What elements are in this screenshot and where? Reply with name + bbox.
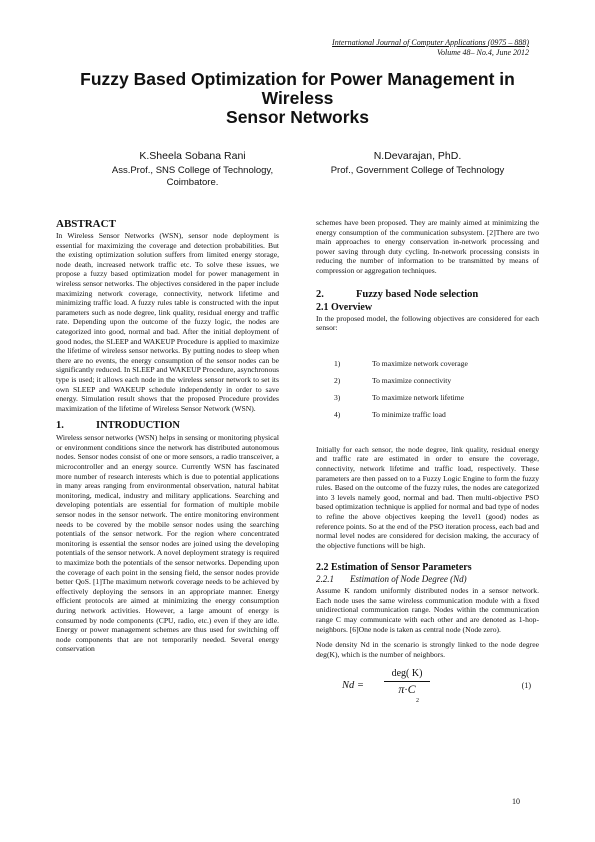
author-affiliation: Ass.Prof., SNS College of Technology, [111,165,274,176]
list-item [316,376,539,393]
list-item [316,359,539,376]
title-line-3: Sensor Networks [226,107,369,127]
overview-intro-text: In the proposed model, the following objectives are considered for each sensor: [316,313,539,333]
abstract-heading: ABSTRACT [56,218,116,230]
title-line-1: Fuzzy Based Optimization for Power Management in [80,69,515,89]
section-title: Fuzzy based Node selection [356,288,479,300]
subsubsection-heading-node-degree [316,574,539,585]
section-number: 1. [56,420,64,432]
list-item [316,393,539,410]
equation-number: (1) [521,681,531,691]
subsubsection-number: 2.2.1 [316,574,334,585]
author-2 [305,150,530,177]
title-line-2: Wireless [261,88,334,108]
paper-title [40,70,555,127]
right-column [316,218,539,717]
list-item-number: 4) [334,409,341,419]
section-title: INTRODUCTION [96,420,181,432]
journal-header [332,38,529,58]
list-item-text: To maximize network lifetime [372,392,465,402]
introduction-text: Wireless sensor networks (WSN) helps in sensing or monitoring physical or environment conditions since the network has distributed autonomous nodes. Sensor nodes consist of one or more sensors, a radio transceiver, a microcontroller and an energy source. Currently WSN has fascinated more number of research interests which is due to potential applications in many areas ranging from environmental observation, natural habitat monitoring, medical, industry and military applications. Searching and developing potentials are essential for formation of multiple mobile sensor nodes in the sensor network. The entire monitoring environment needs to be covered by the mobile sensor nodes using the searching potentials of the sensor network. For the region where concentrated monitoring is essential the sensor nodes are joined using the developing potentials of the sensor network. A novel deployment strategy is required to maximize both the potentials of the sensor networks. Depending upon the coverage of each point in the sensing field, the sensor nodes provide better QoS. [1]The maximum network coverage needs to be achieved by effectively deploying the sensors in an appropriate manner. Energy efficient protocols are aimed at minimizing the energy consumption during network activities. However, a large amount of energy is consumed by node components (CPU, radio, etc.) even if they are idle. Energy or power management schemes are thus used for switching off node components that are not temporarily needed. Several energy conservation [56,433,279,654]
section-number: 2. [316,288,324,300]
author-affiliation: Prof., Government College of Technology [330,165,505,176]
author-affiliation-city: Coimbatore. [166,177,219,188]
author-name: N.Devarajan, PhD. [373,150,462,162]
journal-name: International Journal of Computer Applications (0975 – 888) [332,38,529,47]
subsection-heading-overview: 2.1 Overview [316,301,373,313]
list-item-number: 2) [334,375,341,385]
equation-numerator: deg( K) [384,669,430,682]
page-number: 10 [512,797,520,806]
left-column [56,218,279,654]
equation-exponent: 2 [416,698,419,705]
list-item [316,410,539,427]
equation-denominator: π·C [398,682,416,697]
list-item-text: To maximize network coverage [372,358,468,368]
author-1 [80,150,305,189]
equation-pi: π [398,682,405,697]
introduction-continued-text: schemes have been proposed. They are mainly aimed at minimizing the energy consumption of the communication subsystem. [2]There are two main approaches to energy conservation in-network processing and power saving through duty cycling. In-network processing consists in reducing the number of information to be transmitted by means of compression or aggregation techniques. [316,218,539,275]
objectives-list [316,359,539,427]
subsubsection-title: Estimation of Node Degree (Nd) [350,574,467,585]
equation-1 [316,667,539,717]
author-name: K.Sheela Sobana Rani [139,150,246,162]
abstract-text: In Wireless Sensor Networks (WSN), sensor node deployment is essential for maximizing the coverage and detection probabilities. But the existing optimization solution suffers from limited energy storage, node death, increased network traffic etc. To solve these issues, we propose a fuzzy based optimization model for power management in wireless sensor networks. The objectives considered in the paper include maximizing network coverage, connectivity, network lifetime and minimizing traffic load. A fuzzy rules table is constructed with the input parameters such as node degree, link quality, residual energy and traffic rate. Depending upon the outcome of the fuzzy logic, the nodes are categorized into good, normal and bad. After the initial deployment of good nodes, the SLEEP and WAKEUP Procedure is applied to maximize the lifetime of wireless sensor networks. By putting nodes to sleep when there are no events, the energy consumption of the sensor nodes can be significantly reduced. In SLEEP and WAKEUP Procedure, asynchronous type is used; it allows each node in the wireless sensor network to set its own SLEEP and WAKEUP schedule independently in order to save energy. Simulation result shows that the proposed Procedure provides maximization of the lifetime of Wireless Sensor Network (WSN). [56,231,279,413]
list-item-number: 3) [334,392,341,402]
section-heading-fuzzy [316,288,539,301]
node-degree-paragraph-1: Assume K random uniformly distributed nodes in a sensor network. Each node uses the same wireless communication module with a fixed unidirectional communication range. Nodes within the communication range C may communicate with each other and are denoted as 1-hop-neighbors. [6]One node is taken as central node (Node zero). [316,586,539,634]
list-item-text: To maximize connectivity [372,375,452,385]
subsection-heading-estimation: 2.2 Estimation of Sensor Parameters [316,562,472,574]
list-item-number: 1) [334,358,341,368]
node-degree-paragraph-2: Node density Nd in the scenario is strongly linked to the node degree deg(K), which is the number of neighbors. [316,640,539,659]
equation-lhs: Nd = [342,680,364,692]
section-heading-introduction [56,419,279,432]
journal-volume: Volume 48– No.4, June 2012 [437,48,529,57]
list-item-text: To minimize traffic load [372,409,446,419]
equation-c: C [407,682,416,697]
overview-paragraph: Initially for each sensor, the node degree, link quality, residual energy and traffic rate are estimated in order to ensure the coverage, connectivity, network lifetime and traffic load, respectively. These parameters are then passed on to a Fuzzy Logic Engine to form the fuzzy rules. Based on the outcome of the fuzzy rules, the nodes are categorized into 3 levels namely good, normal and bad. Then multi-objective PSO based optimization technique is applied for normal and bad type of nodes to refine the above objectives keeping the level1 (good) nodes as reference points. So at the end of the PSO iteration process, each bad and normal level nodes are considered for decision making, the accuracy of the objective functions will be high. [316,444,539,550]
equation-fraction [384,668,430,705]
